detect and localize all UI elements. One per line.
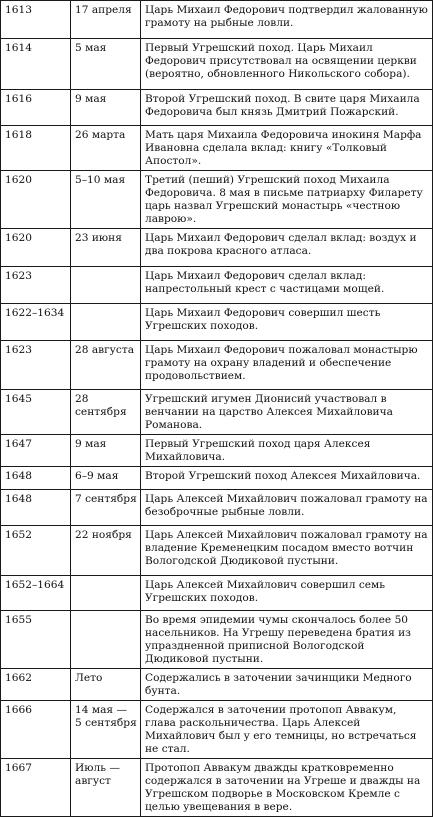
date-cell: Июль — август — [71, 759, 141, 817]
event-cell: Угрешский игумен Дионисий участвовал в венчании на царство Алексея Михайловича Романова. — [141, 390, 433, 435]
table-row — [1, 90, 433, 126]
event-cell: Содержались в заточении зачинщики Медного бунта. — [141, 669, 433, 701]
event-cell: Мать царя Михаила Федоровича инокиня Марфа Ивановна сделала вклад: книгу «Толковый Апостол». — [141, 126, 433, 171]
table-row — [1, 126, 433, 171]
year-cell: 1652 — [1, 526, 71, 576]
table-row — [1, 341, 433, 390]
event-cell: Первый Угрешский поход. Царь Михаил Федорович присутствовал на освящении церкви (вероятно, обновленного Никольского собора). — [141, 39, 433, 90]
year-cell: 1645 — [1, 390, 71, 435]
date-cell: 9 мая — [71, 435, 141, 467]
event-cell: Царь Алексей Михайлович пожаловал грамоту на владение Кременецким посадом вместо вотчин Вологодской Дюдиковой пустыни. — [141, 526, 433, 576]
date-cell: 28 августа — [71, 341, 141, 390]
date-cell: 5 мая — [71, 39, 141, 90]
date-cell — [71, 576, 141, 611]
year-cell: 1652–1664 — [1, 576, 71, 611]
event-cell: Царь Михаил Федорович пожаловал монастырю грамоту на охрану владений и обеспечение продовольствием. — [141, 341, 433, 390]
table-row — [1, 1, 433, 39]
table-row — [1, 390, 433, 435]
table-row — [1, 229, 433, 267]
date-cell: 23 июня — [71, 229, 141, 267]
year-cell: 1620 — [1, 229, 71, 267]
year-cell: 1623 — [1, 267, 71, 304]
event-cell: Второй Угрешский поход. В свите царя Михаила Федоровича был князь Дмитрий Пожарский. — [141, 90, 433, 126]
date-cell — [71, 304, 141, 341]
table-row — [1, 304, 433, 341]
event-cell: Второй Угрешский поход Алексея Михайловича. — [141, 467, 433, 490]
date-cell: 6–9 мая — [71, 467, 141, 490]
year-cell: 1667 — [1, 759, 71, 817]
year-cell: 1666 — [1, 701, 71, 759]
date-cell — [71, 611, 141, 669]
date-cell: 28 сентября — [71, 390, 141, 435]
year-cell: 1655 — [1, 611, 71, 669]
table-row — [1, 526, 433, 576]
year-cell: 1613 — [1, 1, 71, 39]
year-cell: 1614 — [1, 39, 71, 90]
table-row — [1, 435, 433, 467]
date-cell: 17 апреля — [71, 1, 141, 39]
table-row — [1, 759, 433, 817]
year-cell: 1616 — [1, 90, 71, 126]
event-cell: Царь Алексей Михайлович пожаловал грамоту на безоброчные рыбные ловли. — [141, 490, 433, 526]
event-cell: Содержался в заточении протопоп Аввакум, глава раскольничества. Царь Алексей Михайлович был у его темницы, но встречаться не стал. — [141, 701, 433, 759]
date-cell: 22 ноября — [71, 526, 141, 576]
date-cell: 7 сентября — [71, 490, 141, 526]
year-cell: 1647 — [1, 435, 71, 467]
year-cell: 1622–1634 — [1, 304, 71, 341]
year-cell: 1648 — [1, 490, 71, 526]
chronology-table-body — [1, 1, 433, 817]
event-cell: Во время эпидемии чумы скончалось более 50 насельников. На Угрешу переведена братия из упраздненной приписной Вологодской Дюдиковой пустыни. — [141, 611, 433, 669]
table-row — [1, 576, 433, 611]
table-row — [1, 467, 433, 490]
table-row — [1, 701, 433, 759]
event-cell: Первый Угрешский поход царя Алексея Михайловича. — [141, 435, 433, 467]
event-cell: Третий (пеший) Угрешский поход Михаила Федоровича. 8 мая в письме патриарху Филарету царь назвал Угрешский монастырь «честною лаврою». — [141, 171, 433, 229]
date-cell — [71, 267, 141, 304]
table-row — [1, 267, 433, 304]
event-cell: Царь Михаил Федорович сделал вклад: воздух и два покрова красного атласа. — [141, 229, 433, 267]
table-row — [1, 39, 433, 90]
event-cell: Царь Михаил Федорович совершил шесть Угрешских походов. — [141, 304, 433, 341]
event-cell: Протопоп Аввакум дважды кратковременно содержался в заточении на Угреше и дважды на Угрешском подворье в Московском Кремле с целью увещевания в вере. — [141, 759, 433, 817]
event-cell: Царь Алексей Михайлович совершил семь Угрешских походов. — [141, 576, 433, 611]
year-cell: 1618 — [1, 126, 71, 171]
year-cell: 1620 — [1, 171, 71, 229]
date-cell: Лето — [71, 669, 141, 701]
year-cell: 1648 — [1, 467, 71, 490]
date-cell: 14 мая — 5 сентября — [71, 701, 141, 759]
table-row — [1, 669, 433, 701]
year-cell: 1623 — [1, 341, 71, 390]
table-row — [1, 490, 433, 526]
date-cell: 5–10 мая — [71, 171, 141, 229]
event-cell: Царь Михаил Федорович сделал вклад: напрестольный крест с частицами мощей. — [141, 267, 433, 304]
table-row — [1, 611, 433, 669]
date-cell: 26 марта — [71, 126, 141, 171]
date-cell: 9 мая — [71, 90, 141, 126]
year-cell: 1662 — [1, 669, 71, 701]
event-cell: Царь Михаил Федорович подтвердил жалованную грамоту на рыбные ловли. — [141, 1, 433, 39]
table-row — [1, 171, 433, 229]
